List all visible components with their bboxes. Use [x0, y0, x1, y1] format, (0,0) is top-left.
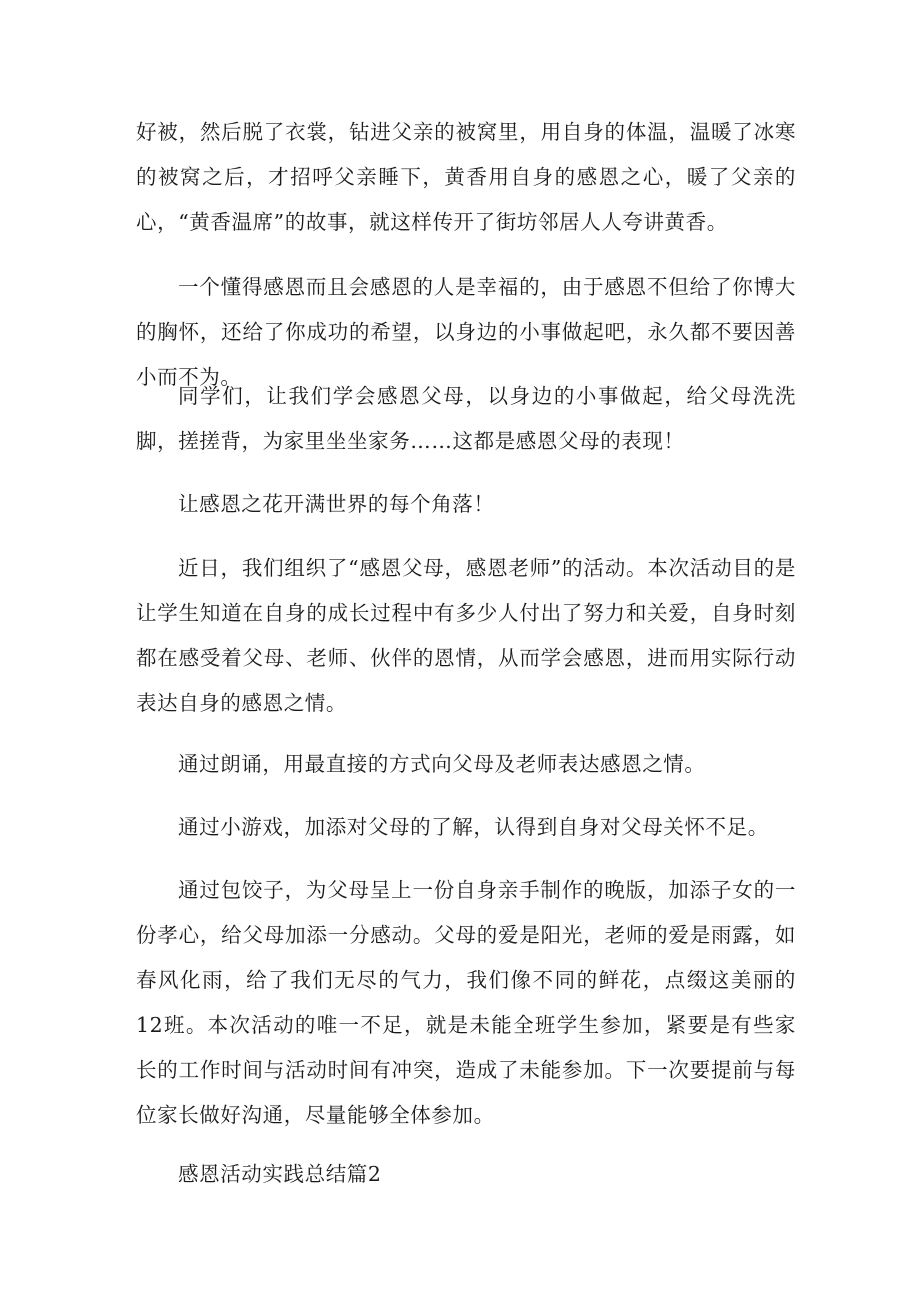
paragraph-activity-purpose: 近日，我们组织了“感恩父母，感恩老师”的活动。本次活动目的是让学生知道在自身的成长过程中有多少人付出了努力和关爱，自身时刻都在感受着父母、老师、伙伴的恩情，从而学会感恩，进而用实际行动表达自身的感恩之情。: [136, 556, 796, 715]
paragraph-flower-slogan: 让感恩之花开满世界的每个角落！: [178, 492, 495, 516]
paragraph-gratitude-happiness: 一个懂得感恩而且会感恩的人是幸福的，由于感恩不但给了你博大的胸怀，还给了你成功的希望，以身边的小事做起吧，永久都不要因善小而不为。: [136, 275, 796, 389]
paragraph-dumplings-summary: 通过包饺子，为父母呈上一份自身亲手制作的晚版，加添子女的一份孝心，给父母加添一分感动。父母的爱是阳光，老师的爱是雨露，如春风化雨，给了我们无尽的气力，我们像不同的鲜花，点缀这美丽的12班。本次活动的唯一不足，就是未能全班学生参加，紧要是有些家长的工作时间与活动时间有冲突，造成了未能参加。下一次要提前与每位家长做好沟通，尽量能够全体参加。: [136, 878, 796, 1127]
paragraph-recitation: 通过朗诵，用最直接的方式向父母及老师表达感恩之情。: [178, 752, 706, 776]
paragraph-games: 通过小游戏，加添对父母的了解，认得到自身对父母关怀不足。: [178, 815, 769, 839]
paragraph-huangxiang-story: 好被，然后脱了衣裳，钻进父亲的被窝里，用自身的体温，温暖了冰寒的被窝之后，才招呼父亲睡下，黄香用自身的感恩之心，暖了父亲的心，“黄香温席”的故事，就这样传开了街坊邻居人人夸讲黄香。: [136, 120, 796, 234]
paragraph-classmates-call: 同学们，让我们学会感恩父母，以身边的小事做起，给父母洗洗脚，搓搓背，为家里坐坐家务……这都是感恩父母的表现！: [136, 384, 796, 453]
section-heading-part-2: 感恩活动实践总结篇2: [178, 1162, 382, 1186]
